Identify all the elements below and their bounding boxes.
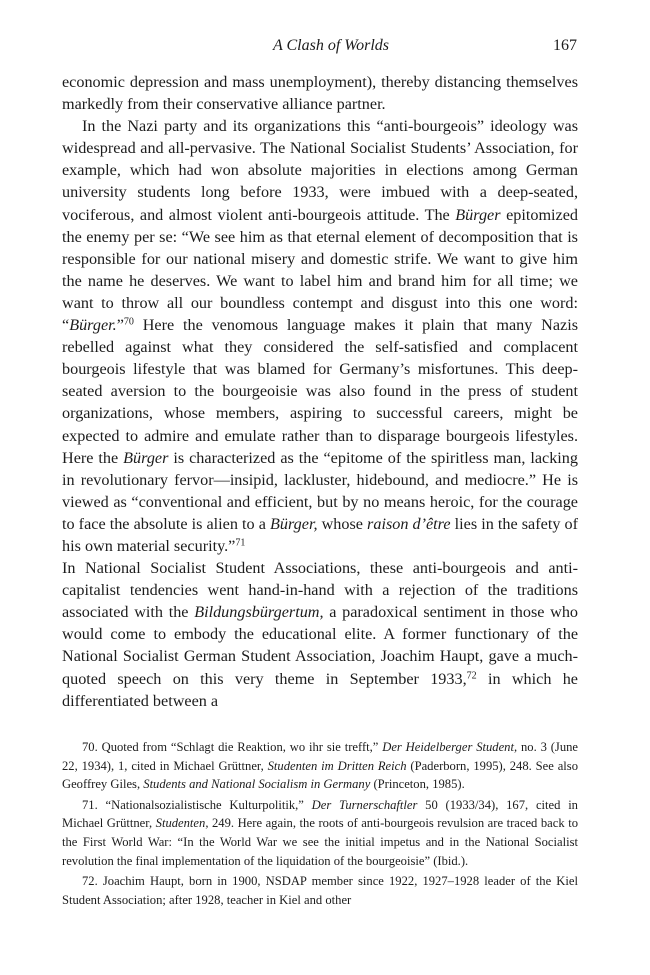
footnote-ref-72[interactable]: 72 <box>466 670 477 682</box>
paragraph-student-associations: In National Socialist Student Associations, these anti-bourgeois and anti-capitalist tendencies went hand-in-hand with a rejection of the traditions associated with the Bildungsbürgertum, a paradoxical sentiment in those who would come to embody the educational elite. A former functionary of the National Socialist German Student Association, Joachim Haupt, gave a much-quoted speech on this very theme in September 1933,72 in which he differentiated between a <box>62 559 579 710</box>
footnote-70: 70. Quoted from “Schlagt die Reaktion, wo ihr sie trefft,” Der Heidelberger Student, no. 3 (June 22, 1934), 1, cited in Michael Grüttner, Studenten im Dritten Reich (Paderborn, 1995), 248. See also Geoffrey Giles, Students and National Socialism in Germany (Princeton, 1985). <box>62 740 578 792</box>
body-text <box>62 71 578 712</box>
footnotes <box>62 738 578 911</box>
footnote-72: 72. Joachim Haupt, born in 1900, NSDAP member since 1922, 1927–1928 leader of the Kiel Student Association; after 1928, teacher in Kiel and other <box>62 874 578 907</box>
paragraph-anti-bourgeois: In the Nazi party and its organizations this “anti-bourgeois” ideology was widespread and all-pervasive. The National Socialist Students’ Association, for example, which had won absolute majorities in elections among German university students long before 1933, were imbued with a deep-seated, vociferous, and almost violent anti-bourgeois attitude. The Bürger epitomized the enemy per se: “We see him as that eternal element of decomposition that is responsible for our national misery and domestic strife. We want to give him the name he deserves. We want to label him and brand him for all time; we want to throw all our boundless contempt and disgust into this one word: “Bürger.”$^{70}$ Here the venomous language makes it plain that many Nazis rebelled against what they considered the self-satisfied and complacent bourgeois lifestyle that was blamed for Germany’s misfortunes. This deep-seated aversion to the bourgeoisie was also found in the press of student organizations, whose members, aspiring to successful careers, might be expected to admire and emulate rather than to disparage bourgeois lifestyles. Here the Bürger is characterized as the “epitome of the spiritless man, lacking in revolutionary fervor—insipid, lackluster, hidebound, and mediocre.” He is viewed as “conventional and efficient, but by no means heroic, for the courage to face the absolute is alien to a Bürger, whose raison d’être lies in the safety of his own material security.”$^{71}$ <box>62 117 578 555</box>
footnote-ref-71[interactable]: 71 <box>235 537 246 549</box>
footnote-ref-70[interactable]: 70 <box>123 316 134 328</box>
page-number: 167 <box>553 37 577 54</box>
running-header <box>62 37 577 59</box>
footnote-71: 71. “Nationalsozialistische Kulturpolitik,” Der Turnerschaftler 50 (1933/34), 167, cited in Michael Grüttner, Studenten, 249. Here again, the roots of anti-bourgeois revulsion are traced back to the First World War: “In the World War we see the initial impetus and in the National Socialist revolution the final implementation of the liquidation of the bourgeoisie” (Ibid.). <box>62 797 578 868</box>
running-title: A Clash of Worlds <box>273 37 390 54</box>
paragraph-continued: economic depression and mass unemployment), thereby distancing themselves markedly from their conservative alliance partner. <box>62 73 578 114</box>
